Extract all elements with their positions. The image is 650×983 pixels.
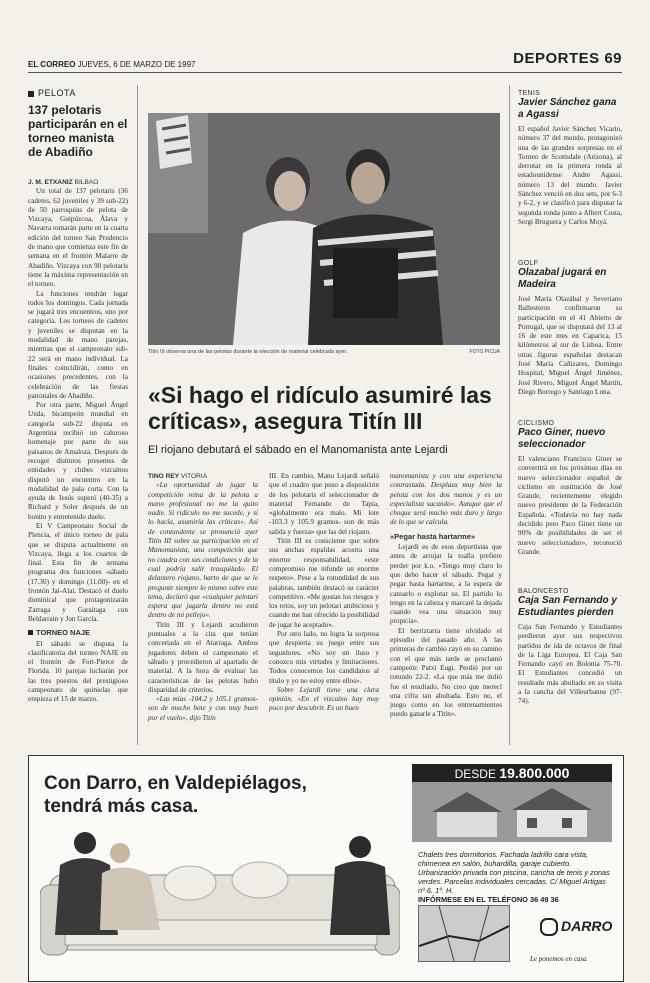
kicker-square-icon — [28, 630, 33, 635]
ad-headline-line: tendrá más casa. — [44, 796, 199, 817]
photo-illustration — [148, 113, 500, 345]
section-header — [513, 50, 622, 67]
ad-sofa-illustration — [40, 825, 400, 970]
main-column-1 — [148, 472, 258, 723]
ad-phone: 36 49 36 — [529, 895, 559, 904]
brief-kicker: TENIS — [518, 90, 541, 97]
sofa-icon — [40, 825, 400, 970]
main-paragraph: Por otro lado, no logra la sorpresa que despierta su juego entre sus seguidores. «No soy un iluso y conozco mis virtudes y limitaciones. Todos conocemos los candidatos al título y yo no estoy entre ellos». — [269, 630, 379, 685]
brief-kicker: BALONCESTO — [518, 588, 569, 595]
left-paragraph: La funciones tendrán lugar todos los domingos. Cada jornada se jugará tres encuentros, uno por categoría. Los torneos de cadetes y juveniles se disputan en la modalidad de mano parejas, mientras que el campeonato sub-22 será en mano individual. La finales coincidirán, como en ocasiones precedentes, con la celebración de las fiestas patronales de Abadiño. — [28, 289, 128, 400]
photo-credit: FOTO PICUA — [469, 349, 500, 355]
ad-headline — [44, 772, 307, 818]
main-paragraph: «Las mías -104.2 y 105.1 gramos- son de mucho bote y con muy buen por el vuelo», dijo Titín — [148, 695, 258, 722]
ad-price: 19.800.000 — [499, 765, 570, 781]
main-column-2 — [269, 472, 379, 714]
brief-tenis — [518, 90, 622, 227]
brief-golf — [518, 260, 622, 397]
ad-headline-line: Con Darro, en Valdepiélagos, — [44, 773, 307, 794]
brief-headline: Javier Sánchez gana a Agassi — [518, 97, 617, 120]
ad-map — [418, 905, 510, 962]
main-headline: «Si hago el ridículo asumiré las críticas», asegura Titín III — [148, 382, 492, 434]
ad-house-photo — [412, 782, 612, 842]
main-column-3 — [390, 472, 502, 720]
ad-features-text: Chalets tres dormitorios. Fachada ladrillo cara vista, chimenea en salón, buhardilla, garaje cubierto. Urbanización privada con piscina, cancha de tenis y zonas verdes. Parcelas individuales cercadas. C/ Miguel Artigas nº 6. 1º. H. — [418, 850, 610, 895]
main-paragraph: manomanista y con una experiencia contrastada. Desplaza muy bien la pelota con los dos manos y es un especialista sacando». Aunque que el choque será mucho más duro y largo de lo que se calcula. — [390, 472, 502, 527]
brief-headline: Caja San Fernando y Estudiantes pierden — [518, 595, 617, 618]
column-divider — [137, 85, 138, 745]
left-sub-paragraph: El sábado se disputa la clasificatoria del torneo NAJE en el frontón de Fort-Pierce de Florida. 10 parejas lucharán por las tres puestos del prestigioso campeonato de quinielas que empieza el 15 de marzo. — [28, 639, 128, 704]
left-byline: J. M. ETXANIZ — [28, 179, 73, 186]
main-paragraph: El berriztarra tiene olvidado el episodio del pasado año. A las primeras de cambio cayó en su camino con el que más tarde se proclamó campeón: Patxi Eugi. Perdió por un rotundo 22-2. «La que más me dolió fue el resultado. No creo que merecí una cifra tan abultada. Esto no, el juego como en los entrenamientos puedo ganarle a Titín». — [390, 626, 502, 719]
kicker-square-icon — [28, 91, 34, 97]
brief-body: El valenciano Francisco Giner se convertirá en los próximos días en nuevo seleccionador español de ciclismo en sustitución de José Grande, recientemente elegido nuevo presidente de la Federación Española. «Todavía no hay nada decidido pero Paco Giner tiene un 90% de posibilidades de ser el nuevo seleccionador», reconoció Grande. — [518, 455, 622, 556]
ad-features — [418, 850, 613, 904]
left-paragraph: Un total de 137 pelotaris (36 cadetes, 62 juveniles y 39 sub-22) de 50 parroquias de pelota de Vizcaya, Guipúzcoa, Álava y Navarra tomarán parte en la cuarta edición del torneo San Prudencio de mano que comienza este fin de semana en el frontón Malarre de Abadiño. Vizcaya con 90 pelotaris tiene la máxima representación en el torneo. — [28, 187, 128, 289]
brief-kicker: GOLF — [518, 260, 539, 267]
ad-brand-logo: DARRO — [540, 918, 612, 936]
main-place: VITORIA — [180, 473, 208, 480]
brief-body: José María Olazábal y Severiano Ballesteros confirmaron su participación en el 41 Abierto de Portugal, que se disputará del 13 al 16 de este mes en Caparica, 15 kilómetros al sur de Lisboa. Entre otras figuras españolas destacan José María Cañizares, Domingo Hospital, Miguel Ángel Jiménez, José Rivero, Miguel Ángel Martín, Diego Borrego y Santiago Luna. — [518, 295, 622, 396]
issue-date: JUEVES, 6 DE MARZO DE 1997 — [77, 60, 196, 69]
main-paragraph: III. En cambio, Manu Lejardi señaló que el cuadro que puso a disposición de los pelotaris el seleccionador de material Fernando de Tapia, «globalmente era malo. Mi lote -103.3 y 105.9 gramos- son de más salida y fuerza» que las del riojano. — [269, 472, 379, 536]
photo-caption: Titín III observa una de las pelotas durante la elección de material celebrada ayer. — [148, 349, 348, 355]
brief-ciclismo — [518, 420, 622, 557]
masthead — [28, 60, 195, 69]
main-paragraph: Titín III es consciente que sobre sus anchas espaldas acostra una enorme responsabilidad, «este compromiso me infunde un enorme respeto». Pese a la rotundidad de sus palabras, también destacó su carácter competitivo. «Me gustan los riesgos y los retos, soy un pelotari ambicioso y cuando me han ofrecido la posibilidad de jugar he aceptado». — [269, 537, 379, 629]
brief-baloncesto — [518, 588, 622, 707]
main-byline: TINO REY — [148, 473, 180, 480]
ad-slogan: Le ponemos en casa — [530, 955, 587, 963]
ad-price-label: DESDE — [454, 767, 496, 781]
paper-name: EL CORREO — [28, 60, 76, 69]
brief-body: Caja San Fernando y Estudiantes perdieron ayer sus respectivos partidos de ida de octavos de final de la Liga Europea. El Caja San Fernando cayó en Bolonia 75-70. El Estudiantes concedió un resultado más abultado en su visita a la cancha del Villeurbanne (97-74). — [518, 623, 622, 706]
header-rule — [28, 72, 622, 73]
main-subhead: «Pegar hasta hartarme» — [390, 531, 476, 541]
house-icon — [412, 782, 612, 842]
ad-phone-line: INFÓRMESE EN EL TELÉFONO 36 49 36 — [418, 895, 559, 904]
main-paragraph: Lejardi es de esos deportistas que antes de arrojar la toalla prefiere perder por k.o. «Tengo muy claro lo que debo hacer el sábado. Pegar y pegar hasta hartarme, a la espera de cansarlo o explotar su. El partido lo tengo en la cabeza y marcaré la dejada cuando vea una situación muy propicia». — [390, 543, 502, 626]
section-name: DEPORTES — [513, 50, 600, 67]
main-paragraph: Titín III y Lejardi acudieron puntuales a la cita que tenían concertada en el Atarraga. Ambos jugadores deben el campeonato el sábado y procedieron al apartado de material. A la hora de evaluar las características de las pelotas hubo disparidad de criterios. — [148, 620, 258, 694]
page-number: 69 — [604, 50, 622, 67]
left-paragraph: El V Campeonato Social de Plencia, el único torneo de pala que se disputa actualmente en Vizcaya, llega a los cuartos de final. Esta fin de semana programa dos funciones -sábado (17.30) y domingo (11.00)- en el frontón Jai-Alai. Destacó el duelo dominical que protagonizarán Zarraga y Garaitaga con Beldarrain y Jon García. — [28, 521, 128, 623]
main-paragraph: Sobre Lejardi tiene una clara opinión. «En el vizcaíno hay muy poco por descubrir. Es un buen — [269, 685, 379, 713]
brief-headline: Olazabal jugará en Madeira — [518, 267, 607, 290]
left-headline: 137 pelotaris participarán en el torneo manista de Abadiño — [28, 103, 128, 159]
ad-price-banner — [412, 764, 612, 782]
left-place: BILBAO — [74, 179, 99, 186]
left-article — [28, 178, 128, 705]
brand-mark-icon — [540, 918, 558, 936]
main-deck: El riojano debutará el sábado en el Manomanista ante Lejardi — [148, 444, 448, 456]
map-icon — [419, 906, 509, 961]
brief-headline: Paco Giner, nuevo seleccionador — [518, 427, 606, 450]
brief-body: El español Javier Sánchez Vicario, número 37 del mundo, protagonizó una de las grandes sorpresas en el Torneo de Scottsdale (Arizona), al derrotar en la primera ronda al estadounidense Andre Agassi, número 13 del mundo. Javier Sánchez venció en dos sets, por 6-3 y 6-2, y se clasificó para disputar la segunda ronda junto a Albert Costa, Sergi Bruguera y Carlos Moyá. — [518, 125, 622, 226]
left-kicker: PELOTA — [28, 88, 76, 98]
main-photo — [148, 113, 500, 345]
left-sub-kicker: TORNEO NAJE — [28, 628, 128, 637]
column-divider — [509, 85, 510, 745]
main-paragraph: «La oportunidad de jugar la competición reina de la pelota a mano profesional no me la quito nadie. Si ridículo no me sucede, y si lo hacía, asumiría las críticas». Así de contundente se pronunció ayer Titín III sobre su participación en el Manomanista, una competición que no cuadra con sus condiciones y de la cual podría salir trasquilado. El delantero riojano, harto de que se le pregunte siempre lo mismo sobre este tema, declaró que «cualquier pelotari espera que jugarla dentro no está dentro de mi pellejo». — [148, 481, 258, 620]
brief-kicker: CICLISMO — [518, 420, 555, 427]
left-paragraph: Por otra parte, Miguel Ángel Unda, bicampeón mundial en categoría sub-22 disputa en Argentina recibió un caluroso homenaje por parte de sus paisanos de Amaloza. Después de recoger distintos presentes de entidades y clubes vizcaínos disputó un encuentro en la modalidad de pala corta. Con la ayuda de Jesús superó (40-35) a Richard y Soler después de un bonito y entretenido duelo. — [28, 401, 128, 521]
